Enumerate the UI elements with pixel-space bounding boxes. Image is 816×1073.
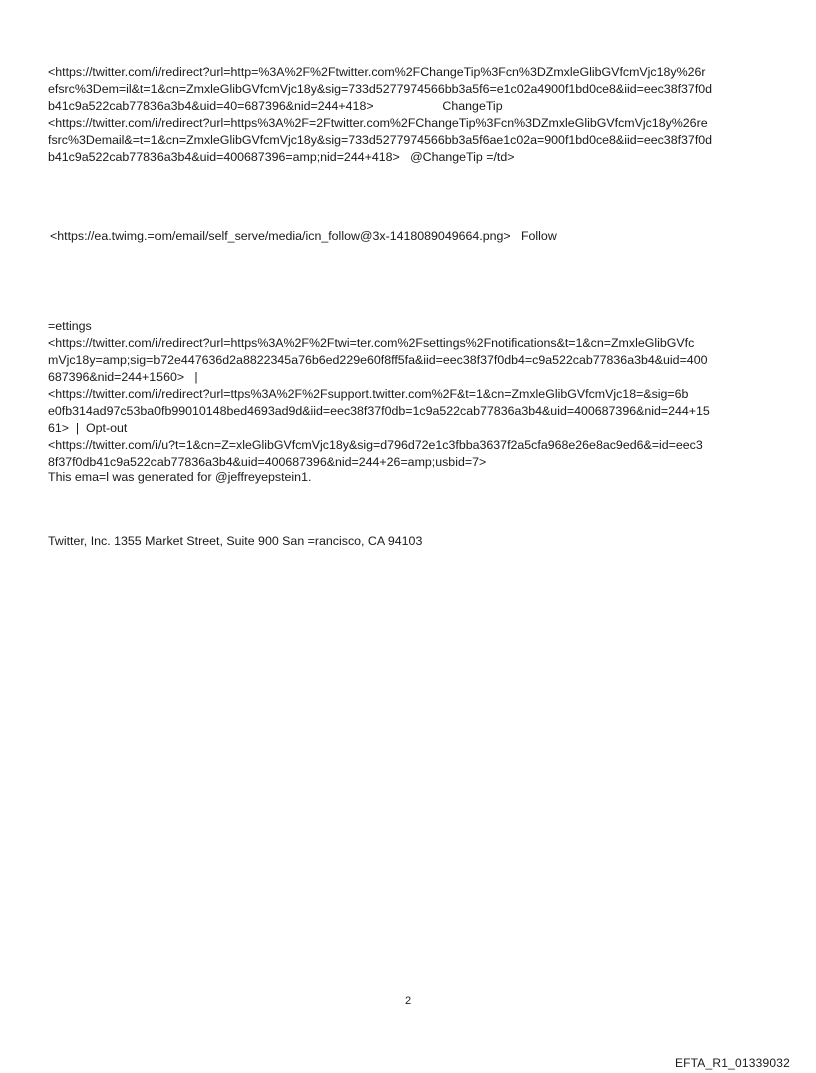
settings-links-block bbox=[48, 318, 770, 471]
changetip-line-5: fsrc%3Demail&=t=1&cn=ZmxleGlibGVfcmVjc18y&sig=733d5277974566bb3a5f6ae1c02a=900f1bd0ce8&iid=eec38f37f0d bbox=[48, 133, 713, 147]
optout-line-2: <https://twitter.com/i/u?t=1&cn=Z=xleGlibGVfcmVjc18y&sig=d796d72e1c3fbba3637f2a5cfa968e26e8ac9ed6&=id=eec3 bbox=[48, 438, 703, 452]
optout-line-3: 8f37f0db41c9a522cab77836a3b4&uid=400687396&nid=244+26=amp;usbid=7> bbox=[48, 455, 487, 469]
generated-for-text: This ema=l was generated for @jeffreyepstein1. bbox=[48, 470, 312, 484]
follow-block bbox=[50, 228, 772, 245]
changetip-links-block bbox=[48, 64, 770, 166]
support-line-2: e0fb314ad97c53ba0fb99010148bed4693ad9d&iid=eec38f37f0db=1c9a522cab77836a3b4&uid=400687396&nid=244+15 bbox=[48, 404, 710, 418]
changetip-line-6: b41c9a522cab77836a3b4&uid=400687396=amp;nid=244+418> @ChangeTip =/td> bbox=[48, 150, 515, 164]
changetip-line-4: <https://twitter.com/i/redirect?url=https%3A%2F=2Ftwitter.com%2FChangeTip%3Fcn%3DZmxleGlibGVfcmVjc18y%26re bbox=[48, 116, 708, 130]
settings-line-1: =ettings bbox=[48, 319, 92, 333]
settings-line-2: <https://twitter.com/i/redirect?url=https%3A%2F%2Ftwi=ter.com%2Fsettings%2Fnotifications&t=1&cn=ZmxleGlibGVfc bbox=[48, 336, 695, 350]
settings-line-4: 687396&nid=244+1560> | bbox=[48, 370, 198, 384]
settings-line-3: mVjc18y=amp;sig=b72e447636d2a8822345a76b6ed229e60f8ff5fa&iid=eec38f37f0db4=c9a522cab77836a3b4&uid=400 bbox=[48, 353, 708, 367]
company-address-text: Twitter, Inc. 1355 Market Street, Suite 900 San =rancisco, CA 94103 bbox=[48, 534, 423, 548]
page-number: 2 bbox=[404, 995, 412, 1007]
changetip-line-3: b41c9a522cab77836a3b4&uid=40=687396&nid=244+418> ChangeTip bbox=[48, 99, 503, 113]
changetip-line-1: <https://twitter.com/i/redirect?url=http=%3A%2F%2Ftwitter.com%2FChangeTip%3Fcn%3DZmxleGlibGVfcmVjc18y%26r bbox=[48, 65, 706, 79]
support-line-1: <https://twitter.com/i/redirect?url=ttps%3A%2F%2Fsupport.twitter.com%2F&t=1&cn=ZmxleGlibGVfcmVjc18=&sig=6b bbox=[48, 387, 689, 401]
follow-line: <https://ea.twimg.=om/email/self_serve/media/icn_follow@3x-1418089049664.png> Follow bbox=[50, 229, 557, 243]
document-id-footer: EFTA_R1_01339032 bbox=[674, 1056, 790, 1070]
changetip-line-2: efsrc%3Dem=il&t=1&cn=ZmxleGlibGVfcmVjc18y&sig=733d5277974566bb3a5f6=e1c02a4900f1bd0ce8&iid=eec38f37f0d bbox=[48, 82, 713, 96]
optout-line-1: 61> | Opt-out bbox=[48, 421, 128, 435]
